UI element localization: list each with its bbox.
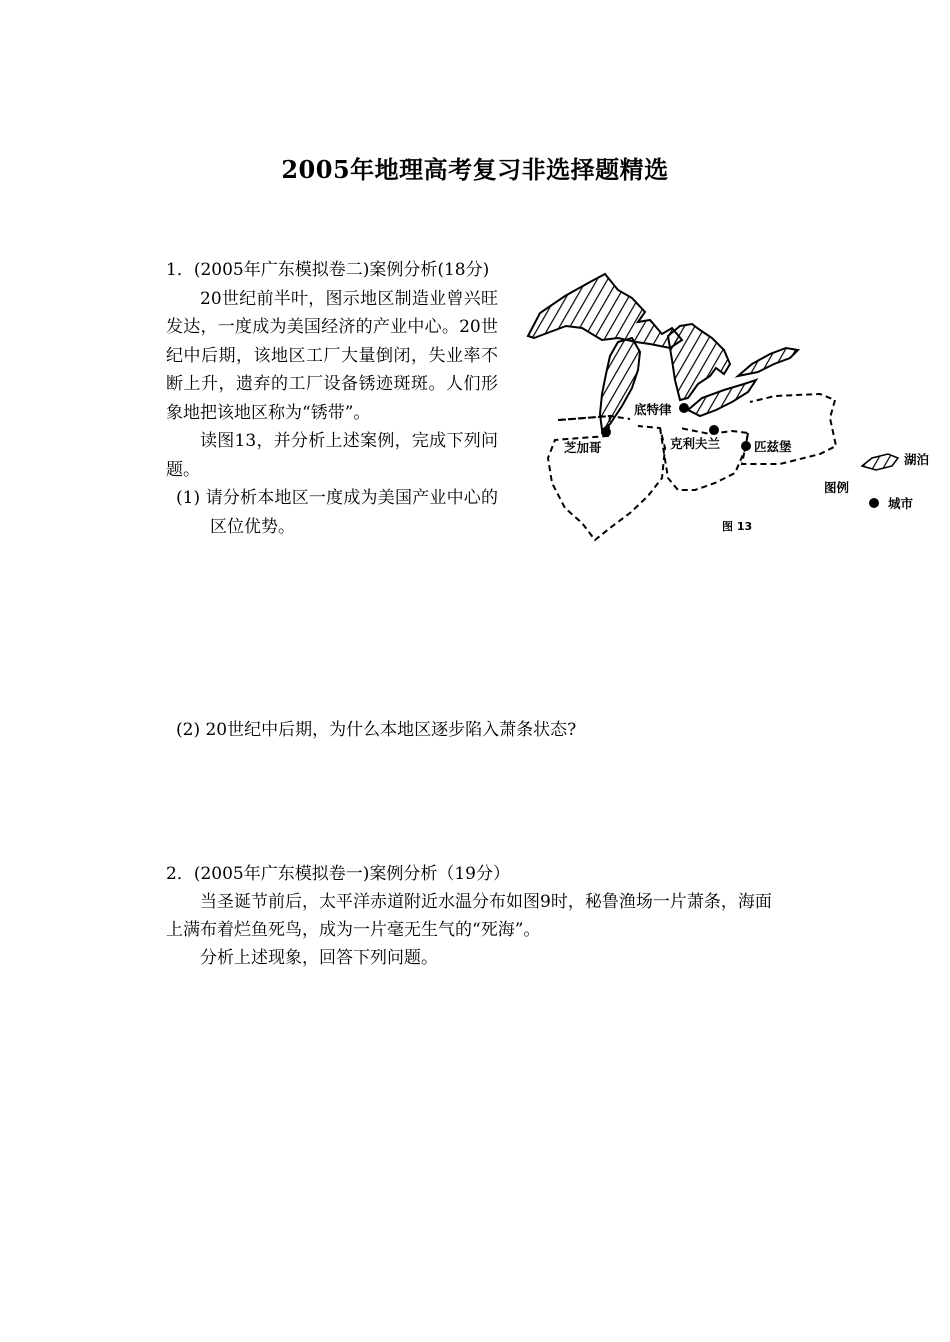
lake-huron <box>668 324 730 400</box>
chicago-city-marker <box>601 427 611 437</box>
legend-title: 图例 <box>824 480 850 495</box>
question-1 <box>166 256 498 541</box>
state-boundaries <box>548 394 836 540</box>
chicago-label: 芝加哥 <box>564 440 602 455</box>
great-lakes-map <box>520 268 940 548</box>
question-1-instruction: 读图13，并分析上述案例，完成下列问题。 <box>166 431 498 480</box>
lake-superior <box>528 274 682 348</box>
lake-legend-icon <box>862 454 898 470</box>
question-1-sub-2: (2) 20世纪中后期，为什么本地区逐步陷入萧条状态? <box>176 720 577 740</box>
question-2-heading: 2．(2005年广东模拟卷一)案例分析（19分） <box>166 864 510 884</box>
question-2 <box>166 860 786 972</box>
pittsburgh-city-marker <box>741 441 751 451</box>
page-title: 2005年地理高考复习非选择题精选 <box>281 155 669 184</box>
question-2-case-text: 当圣诞节前后，太平洋赤道附近水温分布如图9时，秘鲁渔场一片萧条，海面上满布着烂鱼死鸟，成为一片毫无生气的“死海”。 <box>166 892 772 940</box>
figure-13-map <box>520 268 940 548</box>
city-legend-icon <box>869 498 879 508</box>
question-1-sub-1: (1) 请分析本地区一度成为美国产业中心的区位优势。 <box>176 488 498 537</box>
lake-ontario <box>738 348 798 376</box>
detroit-label: 底特律 <box>634 402 672 417</box>
figure-caption: 图 13 <box>722 520 753 533</box>
legend-lake-label: 湖泊 <box>904 452 930 467</box>
question-2-instruction: 分析上述现象，回答下列问题。 <box>200 948 438 968</box>
legend-city-label: 城市 <box>888 496 914 511</box>
question-1-heading: 1．(2005年广东模拟卷二)案例分析(18分) <box>166 260 490 280</box>
question-1-case-text: 20世纪前半叶，图示地区制造业曾兴旺发达，一度成为美国经济的产业中心。20世纪中后期，该地区工厂大量倒闭，失业率不断上升，遗弃的工厂设备锈迹斑斑。人们形象地把该地区称为“锈带”。 <box>166 288 498 423</box>
pittsburgh-label: 匹兹堡 <box>754 439 792 454</box>
cleveland-label: 克利夫兰 <box>670 436 721 451</box>
detroit-city-marker <box>679 403 689 413</box>
cleveland-city-marker <box>709 425 719 435</box>
